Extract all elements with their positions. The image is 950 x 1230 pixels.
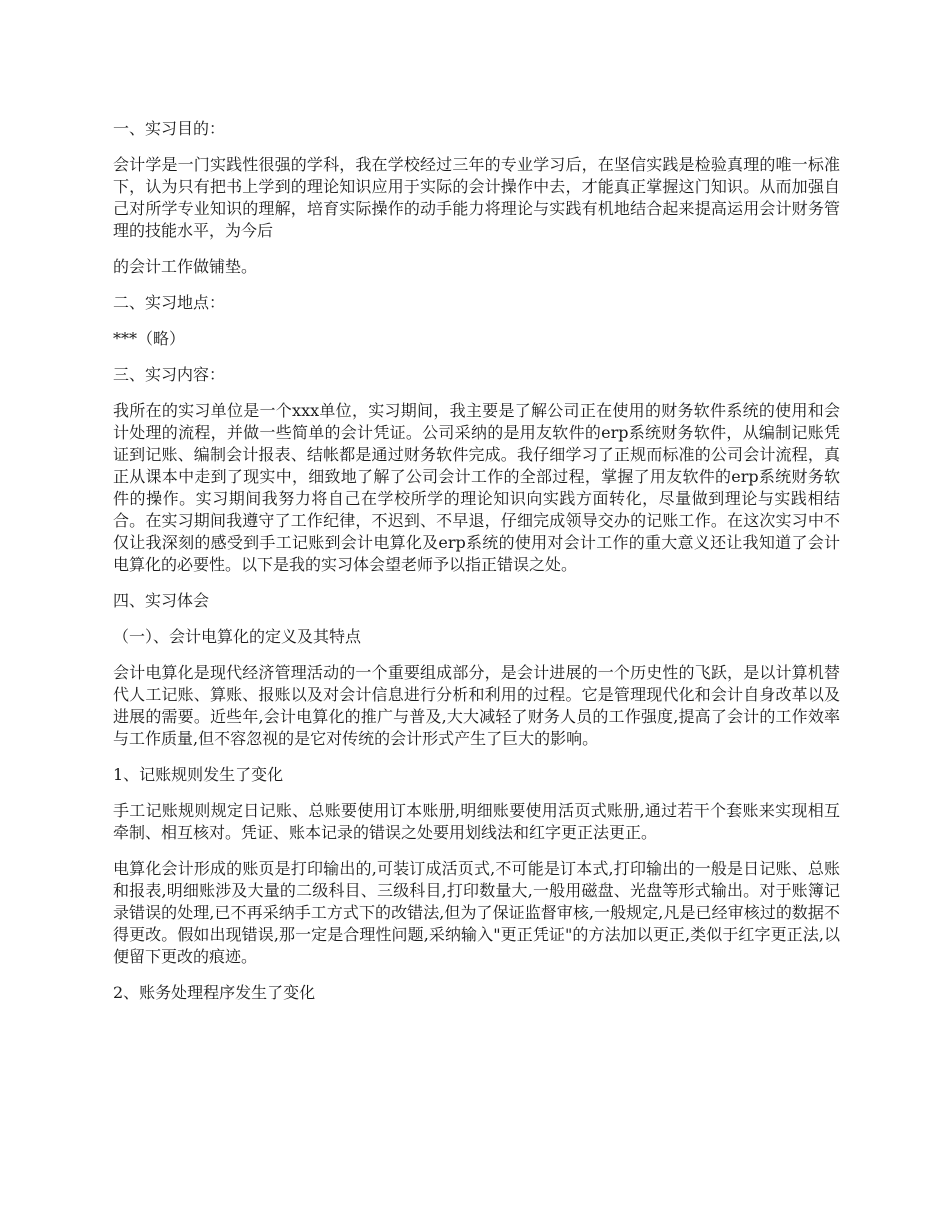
paragraph-manual-rules: 手工记账规则规定日记账、总账要使用订本账册,明细账要使用活页式账册,通过若干个套账来实现相互牵制、相互核对。凭证、账本记录的错误之处要用划线法和红字更正法更正。	[113, 801, 840, 842]
subheading-procedure-change: 2、账务处理程序发生了变化	[113, 983, 316, 1002]
paragraph-definition: 会计电算化是现代经济管理活动的一个重要组成部分，是会计进展的一个历史性的飞跃，是以计算机替代人工记账、算账、报账以及对会计信息进行分析和利用的过程。它是管理现代化和会计自身改革以及进展的需要。近些年,会计电算化的推广与普及,大大减轻了财务人员的工作强度,提高了会计的工作效率与工作质量,但不容忽视的是它对传统的会计形式产生了巨大的影响。	[113, 663, 840, 748]
paragraph-location: ***（略）	[113, 329, 186, 348]
subsection-heading-definition: （一）、会计电算化的定义及其特点	[113, 627, 362, 646]
section-heading-experience: 四、实习体会	[113, 591, 210, 610]
subheading-bookkeeping-rules: 1、记账规则发生了变化	[113, 765, 284, 784]
section-heading-purpose: 一、实习目的：	[113, 119, 226, 138]
paragraph-purpose-continued: 的会计工作做铺垫。	[113, 257, 258, 276]
paragraph-purpose: 会计学是一门实践性很强的学科，我在学校经过三年的专业学习后，在坚信实践是检验真理的唯一标准下，认为只有把书上学到的理论知识应用于实际的会计操作中去，才能真正掌握这门知识。从而加强自己对所学专业知识的理解，培育实际操作的动手能力将理论与实践有机地结合起来提高运用会计财务管理的技能水平，为今后	[113, 155, 840, 240]
section-heading-content: 三、实习内容：	[113, 365, 226, 384]
document-body	[113, 118, 840, 1018]
section-heading-location: 二、实习地点：	[113, 293, 226, 312]
paragraph-computerized-rules: 电算化会计形成的账页是打印输出的,可装订成活页式,不可能是订本式,打印输出的一般是日记账、总账和报表,明细账涉及大量的二级科目、三级科目,打印数量大,一般用磁盘、光盘等形式输出。对于账簿记录错误的处理,已不再采纳手工方式下的改错法,但为了保证监督审核,一般规定,凡是已经审核过的数据不得更改。假如出现错误,那一定是合理性问题,采纳输入"更正凭证"的方法加以更正,类似于红字更正法,以便留下更改的痕迹。	[113, 859, 840, 966]
paragraph-content: 我所在的实习单位是一个xxx单位，实习期间，我主要是了解公司正在使用的财务软件系统的使用和会计处理的流程，并做一些简单的会计凭证。公司采纳的是用友软件的erp系统财务软件，从编制记账凭证到记账、编制会计报表、结帐都是通过财务软件完成。我仔细学习了正规而标准的公司会计流程，真正从课本中走到了现实中，细致地了解了公司会计工作的全部过程，掌握了用友软件的erp系统财务软件的操作。实习期间我努力将自己在学校所学的理论知识向实践方面转化，尽量做到理论与实践相结合。在实习期间我遵守了工作纪律，不迟到、不早退，仔细完成领导交办的记账工作。在这次实习中不仅让我深刻的感受到手工记账到会计电算化及erp系统的使用对会计工作的重大意义还让我知道了会计电算化的必要性。以下是我的实习体会望老师予以指正错误之处。	[113, 401, 840, 574]
